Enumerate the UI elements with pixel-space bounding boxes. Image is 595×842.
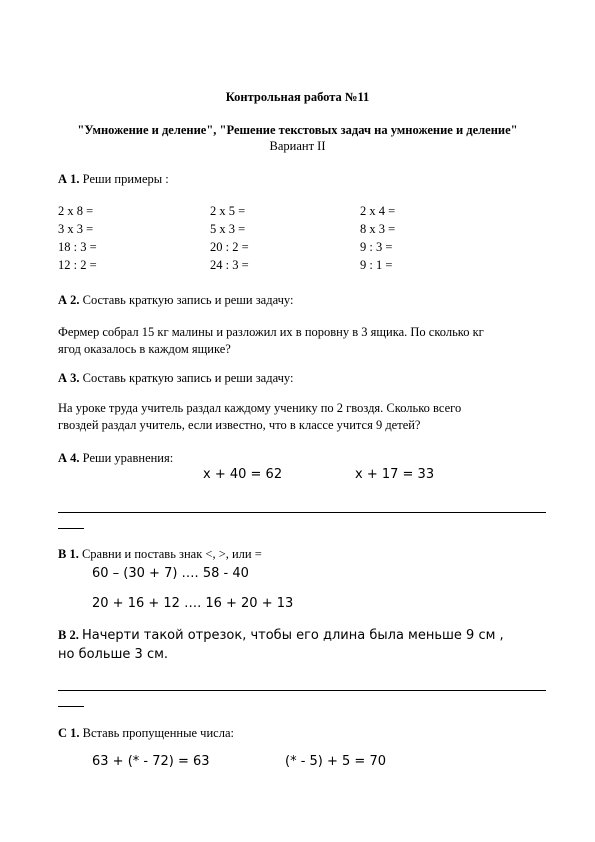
example-cell: 24 : 3 = [210, 258, 249, 272]
task-a2-text: Составь краткую запись и реши задачу: [82, 293, 294, 307]
task-b2-text-line-2: но больше 3 см. [58, 647, 169, 662]
task-b1-heading [58, 547, 262, 562]
answer-line-tail [58, 528, 84, 529]
task-a2-problem-line: Фермер собрал 15 кг малины и разложил их в поровну в 3 ящика. По сколько кг [58, 325, 484, 339]
variant-label: Вариант II [269, 139, 326, 153]
example-cell: 18 : 3 = [58, 240, 97, 254]
example-cell: 8 х 3 = [360, 222, 396, 236]
comparison-1: 60 – (30 + 7) …. 58 - 40 [92, 566, 249, 581]
task-b1-label: В 1. [58, 547, 79, 561]
example-cell: 9 : 3 = [360, 240, 393, 254]
task-a2-problem-line: ягод оказалось в каждом ящике? [58, 342, 231, 356]
page-title: Контрольная работа №11 [225, 90, 370, 104]
task-a1-text: Реши примеры : [82, 172, 169, 186]
equation-2: x + 17 = 33 [355, 467, 435, 482]
answer-line [58, 690, 546, 691]
task-a3-problem-line: На уроке труда учитель раздал каждому ученику по 2 гвоздя. Сколько всего [58, 401, 462, 415]
task-c1-heading [58, 726, 234, 741]
task-a4-heading [58, 451, 173, 466]
equation-1: x + 40 = 62 [203, 467, 283, 482]
task-b2-text: Начерти такой отрезок, чтобы его длина была меньше 9 см , [81, 628, 504, 643]
task-c1-label: С 1. [58, 726, 80, 740]
task-b2-label: В 2. [58, 628, 79, 642]
example-cell: 3 х 3 = [58, 222, 94, 236]
example-cell: 20 : 2 = [210, 240, 249, 254]
task-a3-heading [58, 371, 293, 386]
example-cell: 2 х 4 = [360, 204, 396, 218]
task-b1-text: Сравни и поставь знак <, >, или = [81, 547, 262, 561]
task-a2-label: А 2. [58, 293, 80, 307]
task-c1-text: Вставь пропущенные числа: [82, 726, 234, 740]
comparison-2: 20 + 16 + 12 …. 16 + 20 + 13 [92, 596, 294, 611]
example-cell: 9 : 1 = [360, 258, 393, 272]
page-subtitle: "Умножение и деление", "Решение текстовых задач на умножение и деление" [77, 123, 518, 137]
task-a3-label: А 3. [58, 371, 80, 385]
example-cell: 2 х 5 = [210, 204, 246, 218]
task-a1-heading [58, 172, 169, 187]
task-a2-heading [58, 293, 293, 308]
answer-line-tail [58, 706, 84, 707]
missing-number-equation-2: (* - 5) + 5 = 70 [285, 754, 386, 769]
task-a4-text: Реши уравнения: [82, 451, 174, 465]
task-a3-problem-line: гвоздей раздал учитель, если известно, что в классе учится 9 детей? [58, 418, 421, 432]
task-a4-label: А 4. [58, 451, 80, 465]
example-cell: 2 х 8 = [58, 204, 94, 218]
example-cell: 12 : 2 = [58, 258, 97, 272]
missing-number-equation-1: 63 + (* - 72) = 63 [92, 754, 210, 769]
answer-line [58, 512, 546, 513]
task-b2-heading [58, 628, 504, 643]
task-a1-label: А 1. [58, 172, 80, 186]
task-a3-text: Составь краткую запись и реши задачу: [82, 371, 294, 385]
example-cell: 5 х 3 = [210, 222, 246, 236]
